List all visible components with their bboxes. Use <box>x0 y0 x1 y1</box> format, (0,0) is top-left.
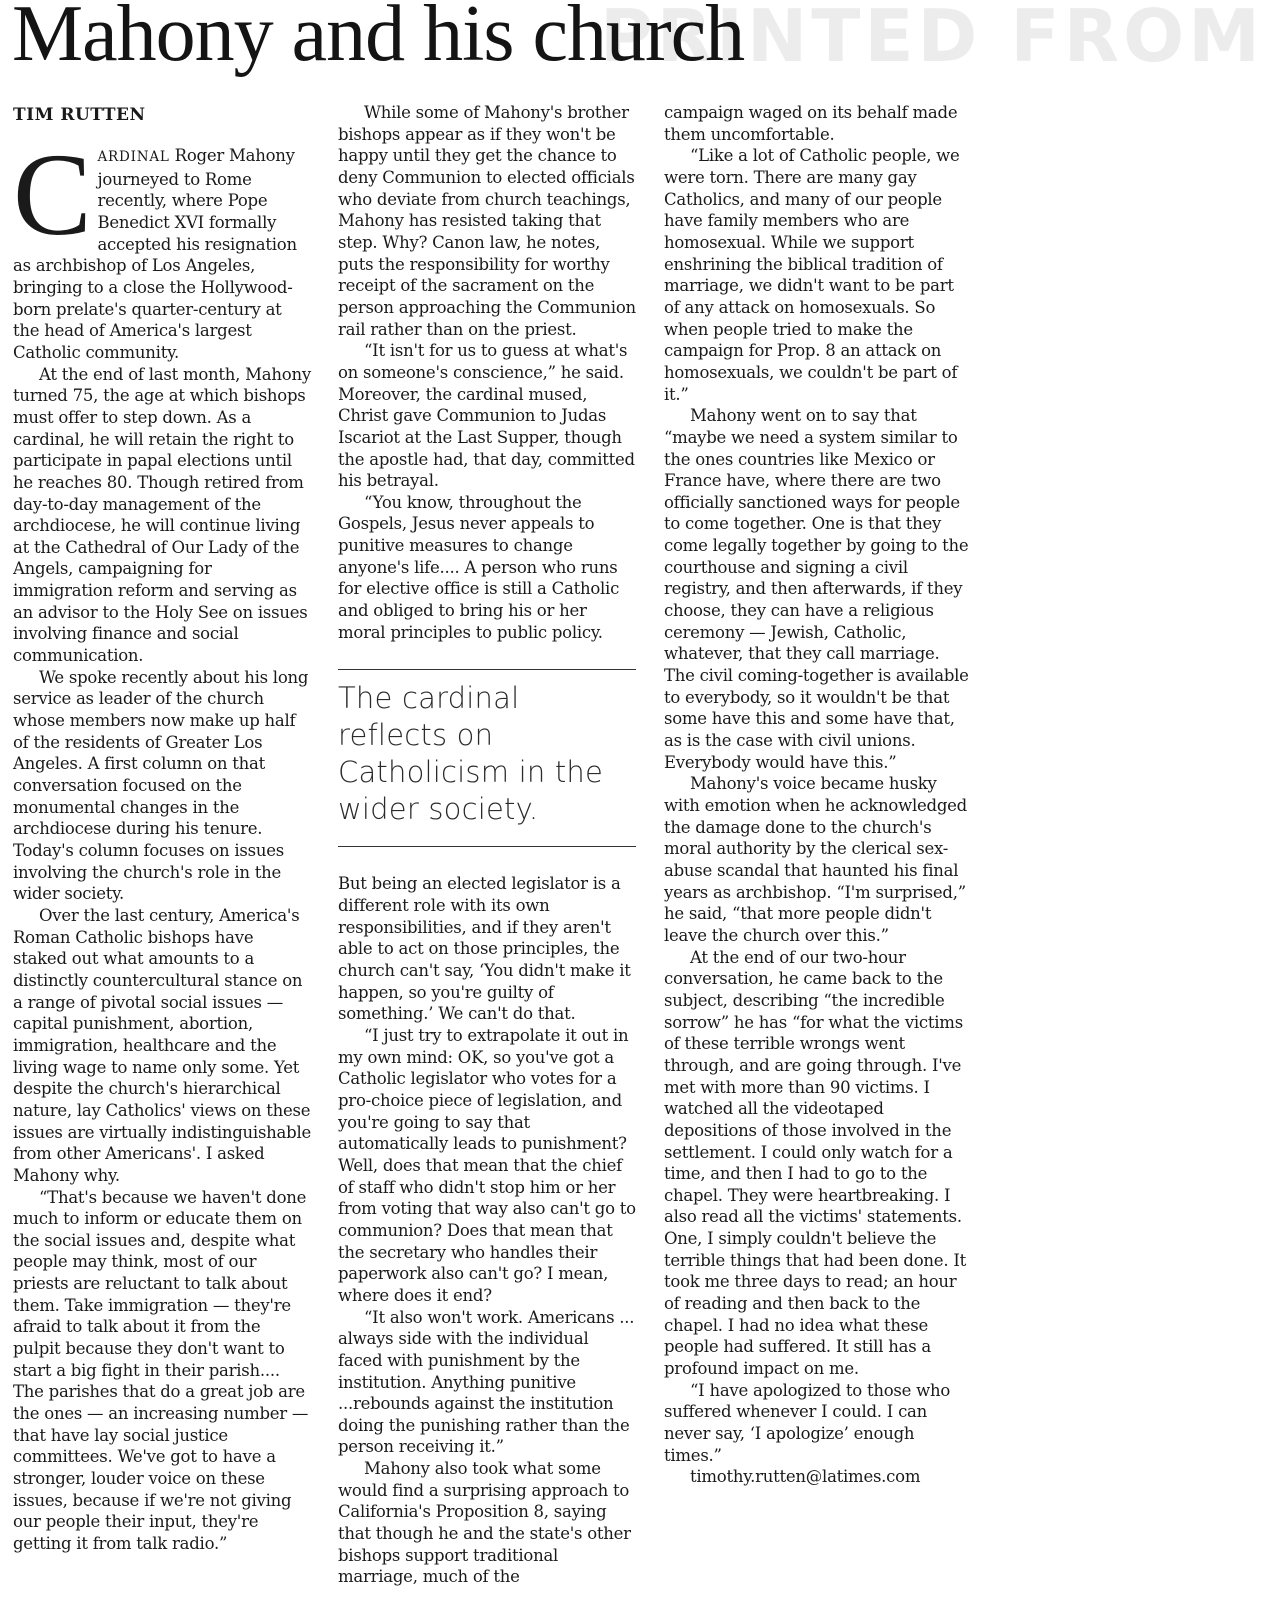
paragraph: At the end of last month, Mahony turned 75, the age at which bishops must offer to step down. As a cardinal, he will retain the right to participate in papal elections until he reaches 80. Though retired from day-to-day management of the archdiocese, he will continue living at the Cathedral of Our Lady of the Angels, campaigning for immigration reform and serving as an advisor to the Holy See on issues involving finance and social communication. <box>13 364 311 666</box>
paragraph: We spoke recently about his long service as leader of the church whose members now make up half of the residents of Greater Los Angeles. A first column on that conversation focused on the monumental changes in the archdiocese during his tenure. Today's column focuses on issues involving the church's role in the wider society. <box>13 667 309 904</box>
paragraph: “That's because we haven't done much to inform or educate them on the social issues and, despite what people may think, most of our priests are reluctant to talk about them. Take immigration — they're afraid to talk about it from the pulpit because they don't want to start a big fight in their parish.... The parishes that do a great job are the ones — an increasing number — that have lay social justice committees. We've got to have a stronger, louder voice on these issues, because if we're not giving our people their input, they're getting it from talk radio.” <box>13 1187 309 1553</box>
paragraph: “I have apologized to those who suffered whenever I could. I can never say, ‘I apologize’ enough times.” <box>664 1380 951 1465</box>
byline: TIM RUTTEN <box>13 105 146 125</box>
headline: Mahony and his church <box>12 0 745 78</box>
paragraph: Mahony went on to say that “maybe we need a system similar to the ones countries like Mexico or France have, where there are two officially sanctioned ways for people to come together. One is that they come legally together by going to the courthouse and signing a civil registry, and then afterwards, if they choose, they can have a religious ceremony — Jewish, Catholic, whatever, that they call marriage. The civil coming-together is available to everybody, so it wouldn't be that some have this and some have that, as is the case with civil unions. Everybody would have this.” <box>664 406 969 772</box>
author-email: timothy.rutten@latimes.com <box>690 1467 921 1487</box>
paragraph: “Like a lot of Catholic people, we were torn. There are many gay Catholics, and many of our people have family members who are homosexual. While we support enshrining the biblical tradition of marriage, we didn't want to be part of any attack on homosexuals. So when people tried to make the campaign for Prop. 8 an attack on homosexuals, we couldn't be part of it.” <box>664 146 960 404</box>
paragraph: Mahony also took what some would find a surprising approach to California's Proposition 8, saying that though he and the state's other bishops support traditional marriage, much of the <box>338 1459 631 1587</box>
paragraph: Over the last century, America's Roman Catholic bishops have staked out what amounts to a distinctly countercultural stance on a range of pivotal social issues — capital punishment, abortion, immigration, healthcare and the living wage to name only some. Yet despite the church's hierarchical nature, lay Catholics' views on these issues are virtually indistinguishable from other Americans'. I asked Mahony why. <box>13 905 311 1185</box>
paragraph: “I just try to extrapolate it out in my own mind: OK, so you've got a Catholic legislator who votes for a pro-choice piece of legislation, and you're going to say that automatically leads to punishment? Well, does that mean that the chief of staff who didn't stop him or her from voting that way also can't go to communion? Does that mean that the secretary who handles their paperwork also can't go? I mean, where does it end? <box>338 1026 636 1305</box>
article-column-2 <box>338 102 636 1592</box>
article-column-1 <box>13 102 311 1592</box>
article-column-3 <box>664 102 970 1592</box>
paragraph: At the end of our two-hour conversation, he came back to the subject, describing “the incredible sorrow” he has “for what the victims of these terrible wrongs went through, and are going through. I've met with more than 90 victims. I watched all the videotaped depositions of those involved in the settlement. I could only watch for a time, and then I had to go to the chapel. They were heartbreaking. I also read all the victims' statements. One, I simply couldn't believe the terrible things that had been done. It took me three days to read; an hour of reading and then back to the chapel. I had no idea what these people had suffered. It still has a profound impact on me. <box>664 947 966 1379</box>
pull-quote-text: The cardinal reflects on Catholicism in the wider society. <box>338 681 604 827</box>
lead-smallcaps: ARDINAL <box>97 149 170 165</box>
paragraph: “It also won't work. Americans ... always side with the individual faced with punishment by the institution. Anything punitive ...rebounds against the institution doing the punishing rather than the person receiving it.” <box>338 1307 635 1457</box>
paragraph: “You know, throughout the Gospels, Jesus never appeals to punitive measures to change anyone's life.... A person who runs for elective office is still a Catholic and obliged to bring his or her moral principles to public policy. <box>338 492 620 642</box>
paragraph: “It isn't for us to guess at what's on someone's conscience,” he said. Moreover, the cardinal mused, Christ gave Communion to Judas Iscariot at the Last Supper, though the apostle had, that day, committed his betrayal. <box>338 341 635 491</box>
paragraph: But being an elected legislator is a different role with its own responsibilities, and if they aren't able to act on those principles, the church can't say, ‘You didn't make it happen, so you're guilty of something.’ We can't do that. <box>338 874 631 1024</box>
paragraph: While some of Mahony's brother bishops appear as if they won't be happy until they get the chance to deny Communion to elected officials who deviate from church teachings, Mahony has resisted taking that step. Why? Canon law, he notes, puts the responsibility for worthy receipt of the sacrament on the person approaching the Communion rail rather than on the priest. <box>338 103 636 339</box>
lead-paragraph <box>13 129 311 364</box>
paragraph: Mahony's voice became husky with emotion when he acknowledged the damage done to the church's moral authority by the clerical sex-abuse scandal that haunted his final years as archbishop. “I'm surprised,” he said, “that more people didn't leave the church over this.” <box>664 774 967 945</box>
paragraph: campaign waged on its behalf made them uncomfortable. <box>664 103 958 144</box>
drop-cap: C <box>13 129 92 260</box>
lead-rest: Roger Mahony journeyed to Rome recently, where Pope Benedict XVI formally accepted his resignation as archbishop of Los Angeles, bringing to a close the Hollywood-born prelate's quarter-century at the head of America's largest Catholic community. <box>13 146 297 362</box>
pull-quote <box>338 669 636 847</box>
watermark: PRINTED FROM <box>600 0 1264 78</box>
